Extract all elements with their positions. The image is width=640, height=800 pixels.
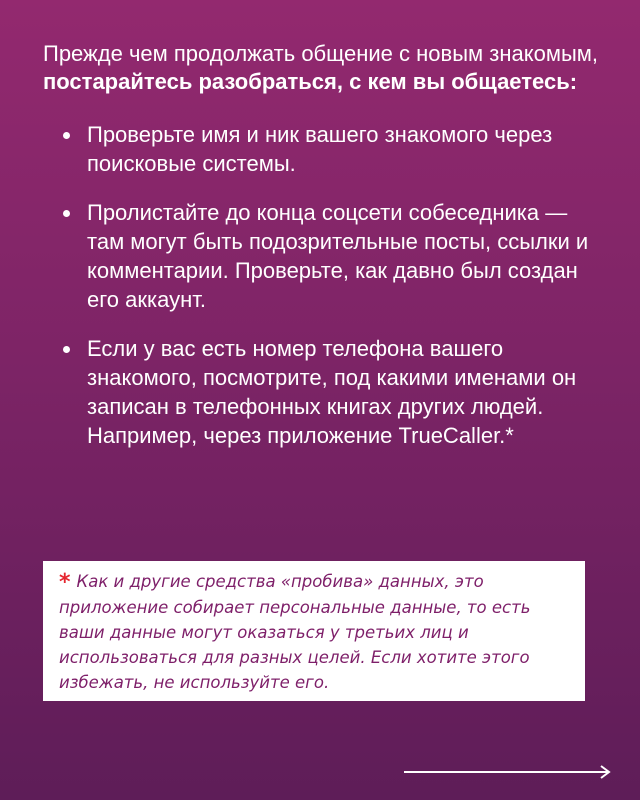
arrow-right-icon[interactable] [404,764,612,780]
bullet-dot-icon [63,346,70,353]
footnote-box [43,561,585,701]
intro-paragraph [43,40,603,96]
bullet-dot-icon [63,210,70,217]
list-item [43,120,603,178]
intro-regular-text: Прежде чем продолжать общение с новым знакомым, [43,41,599,66]
list-item-text: Если у вас есть номер телефона вашего знакомого, посмотрите, под какими именами он записан в телефонных книгах других людей. Например, через приложение TrueCaller.* [87,336,577,448]
footnote-text: Как и другие средства «пробива» данных, это приложение собирает персональные данные, то есть ваши данные могут оказаться у третьих лиц и использоваться для разных целей. Если хотите этого избежать, не используйте его. [59,572,531,692]
list-item [43,334,603,450]
list-item-text: Проверьте имя и ник вашего знакомого через поисковые системы. [87,122,553,176]
list-item-text: Пролистайте до конца соцсети собеседника — там могут быть подозрительные посты, ссылки и комментарии. Проверьте, как давно был создан его аккаунт. [87,200,589,312]
main-content [43,40,603,450]
bullet-dot-icon [63,132,70,139]
intro-bold-text: постарайтесь разобраться, с кем вы общаетесь: [43,69,578,94]
asterisk-icon: * [59,570,71,595]
tips-list [43,120,603,450]
list-item [43,198,603,314]
